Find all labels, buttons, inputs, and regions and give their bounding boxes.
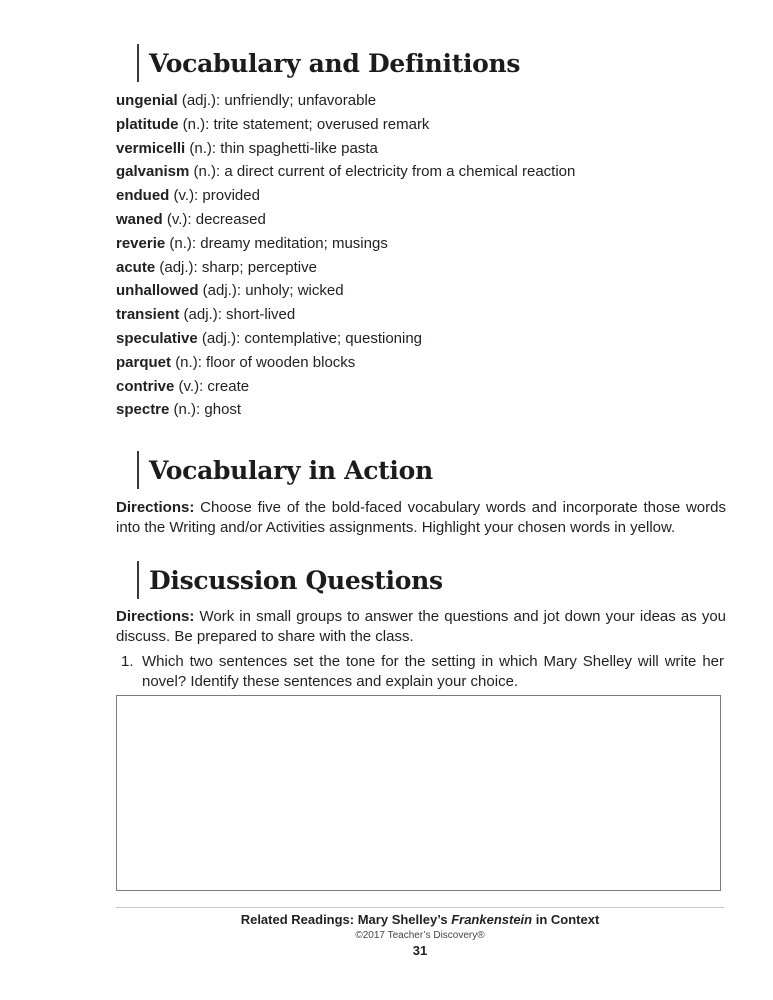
vocab-entry: endued (v.): provided <box>116 187 260 205</box>
discussion-title: Discussion Questions <box>149 565 443 595</box>
discussion-directions: Directions: Work in small groups to answer the questions and jot down your ideas as you discuss. Be prepared to share with the class. <box>116 608 726 645</box>
vocab-entry: ungenial (adj.): unfriendly; unfavorable <box>116 92 377 109</box>
answer-box[interactable] <box>116 695 721 891</box>
page-number: 31 <box>412 943 428 958</box>
heading-bar <box>137 44 139 82</box>
in-action-title: Vocabulary in Action <box>149 455 433 485</box>
vocab-entry: parquet (n.): floor of wooden blocks <box>116 353 356 371</box>
vocab-entry: platitude (n.): trite statement; overused remark <box>116 115 430 133</box>
vocab-entry: waned (v.): decreased <box>116 210 266 228</box>
vocabulary-title: Vocabulary and Definitions <box>149 48 521 78</box>
vocab-entry: vermicelli (n.): thin spaghetti-like pasta <box>116 139 378 157</box>
in-action-directions: Directions: Choose five of the bold-faced vocabulary words and incorporate those words into the Writing and/or Activities assignments. Highlight your chosen words in yellow. <box>116 499 726 536</box>
vocab-entry: galvanism (n.): a direct current of electricity from a chemical reaction <box>116 163 576 181</box>
vocab-entry: contrive (v.): create <box>116 377 250 395</box>
question-number: 1. <box>121 653 134 670</box>
footer-title: Related Readings: Mary Shelley’s Frankenstein in Context <box>240 912 600 927</box>
discussion-heading <box>137 561 443 599</box>
vocab-entry: unhallowed (adj.): unholy; wicked <box>116 282 344 300</box>
in-action-heading <box>137 451 433 489</box>
vocab-entry: speculative (adj.): contemplative; questioning <box>116 329 423 347</box>
question-text: Which two sentences set the tone for the setting in which Mary Shelley will write her novel? Identify these sentences and explain your choice. <box>142 653 724 690</box>
vocabulary-list <box>116 89 575 422</box>
footer-divider <box>116 907 724 908</box>
heading-bar <box>137 561 139 599</box>
vocab-entry: reverie (n.): dreamy meditation; musings <box>116 234 388 252</box>
footer-copyright: ©2017 Teacher’s Discovery® <box>355 930 485 941</box>
vocab-entry: acute (adj.): sharp; perceptive <box>116 258 317 276</box>
vocab-entry: transient (adj.): short-lived <box>116 306 296 324</box>
heading-bar <box>137 451 139 489</box>
vocabulary-heading <box>137 44 520 82</box>
question-item <box>121 652 724 692</box>
vocab-entry: spectre (n.): ghost <box>116 401 242 419</box>
